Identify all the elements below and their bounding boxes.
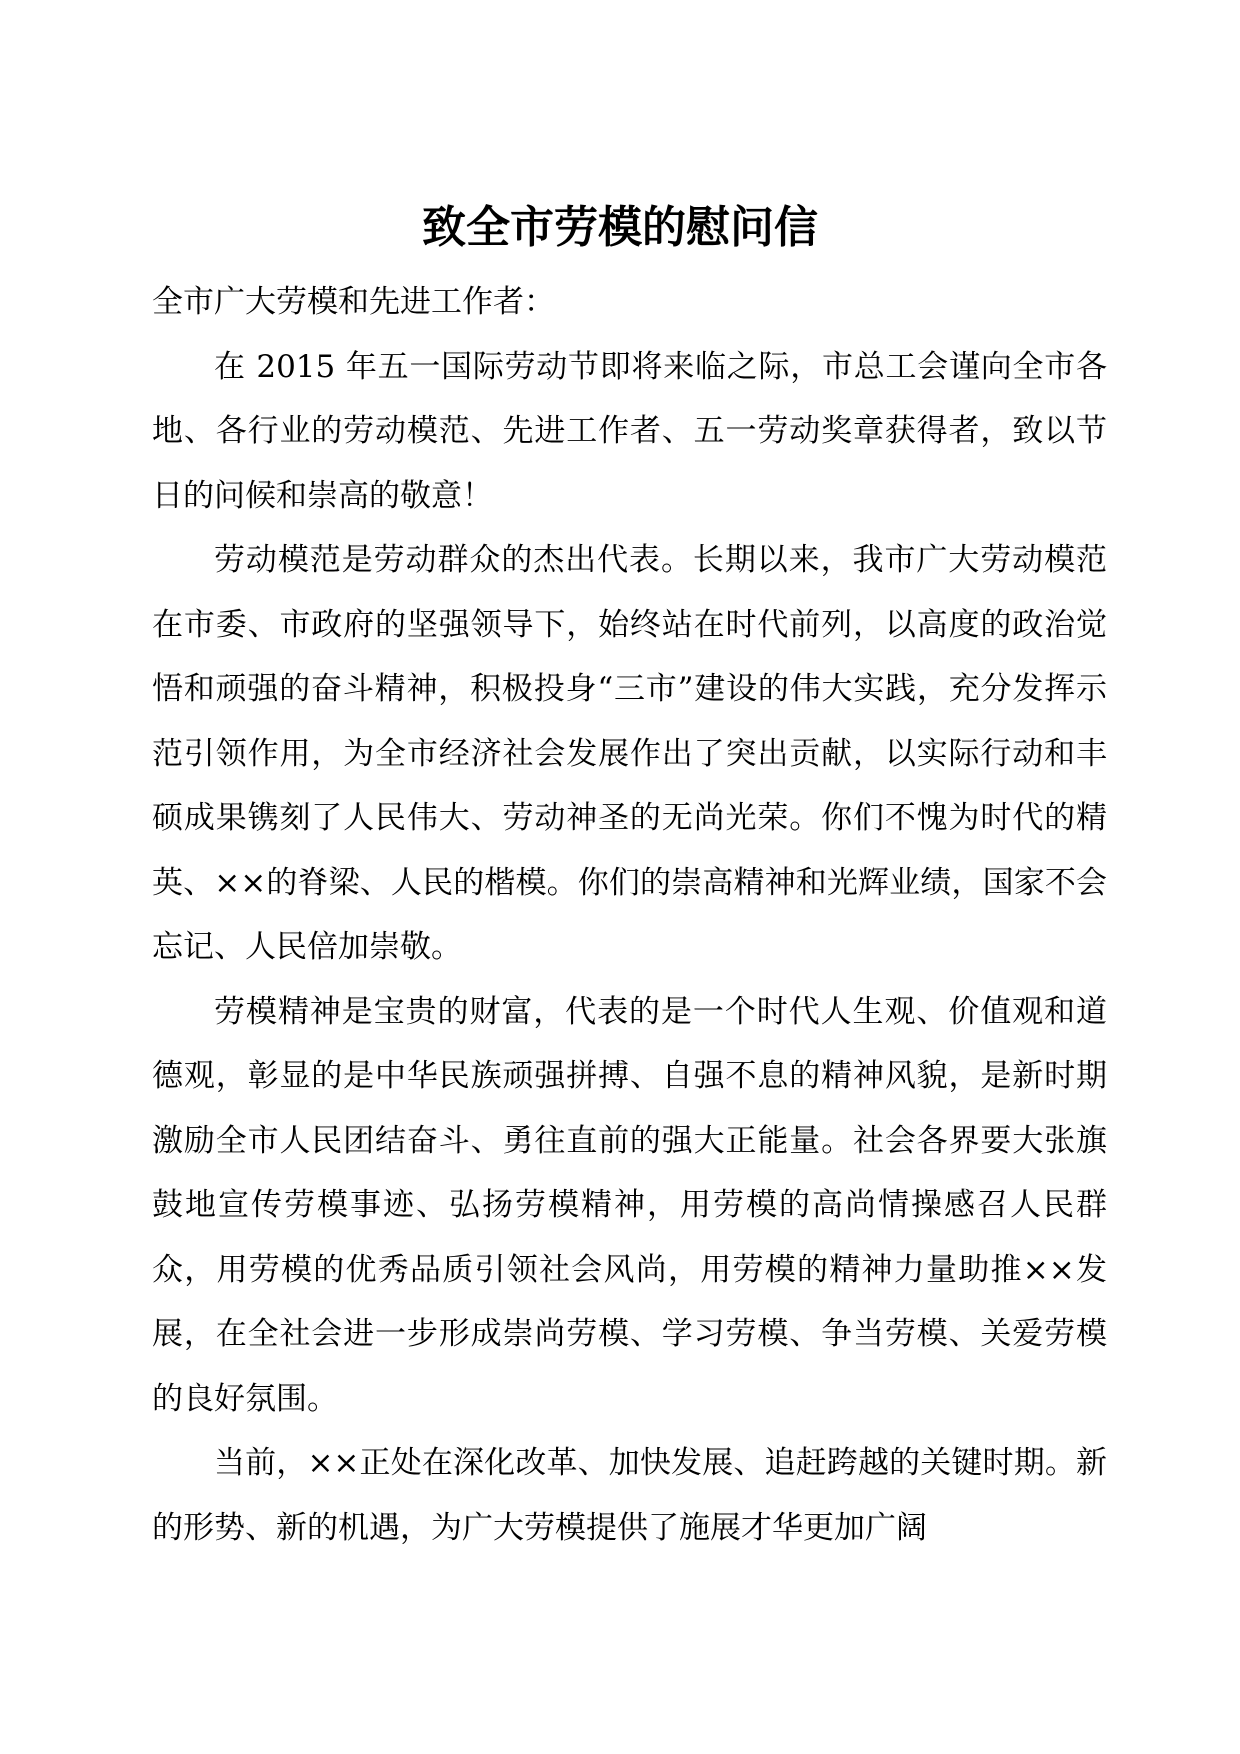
paragraph: 当前，××正处在深化改革、加快发展、追赶跨越的关键时期。新的形势、新的机遇，为广大劳模提供了施展才华更加广阔 (152, 1445, 1107, 1546)
letter-body (152, 270, 1107, 1560)
paragraph: 在 2015 年五一国际劳动节即将来临之际，市总工会谨向全市各地、各行业的劳动模范、先进工作者、五一劳动奖章获得者，致以节日的问候和崇高的敬意！ (152, 348, 1107, 514)
document-title: 致全市劳模的慰问信 (422, 202, 818, 253)
salutation: 全市广大劳模和先进工作者： (152, 284, 555, 320)
paragraph: 劳模精神是宝贵的财富，代表的是一个时代人生观、价值观和道德观，彰显的是中华民族顽强拼搏、自强不息的精神风貌，是新时期激励全市人民团结奋斗、勇往直前的强大正能量。社会各界要大张旗鼓地宣传劳模事迹、弘扬劳模精神，用劳模的高尚情操感召人民群众，用劳模的优秀品质引领社会风尚，用劳模的精神力量助推××发展，在全社会进一步形成崇尚劳模、学习劳模、争当劳模、关爱劳模的良好氛围。 (152, 993, 1107, 1417)
paragraph: 劳动模范是劳动群众的杰出代表。长期以来，我市广大劳动模范在市委、市政府的坚强领导下，始终站在时代前列，以高度的政治觉悟和顽强的奋斗精神，积极投身“三市”建设的伟大实践，充分发挥示范引领作用，为全市经济社会发展作出了突出贡献，以实际行动和丰硕成果镌刻了人民伟大、劳动神圣的无尚光荣。你们不愧为时代的精英、××的脊梁、人民的楷模。你们的崇高精神和光辉业绩，国家不会忘记、人民倍加崇敬。 (152, 542, 1107, 965)
